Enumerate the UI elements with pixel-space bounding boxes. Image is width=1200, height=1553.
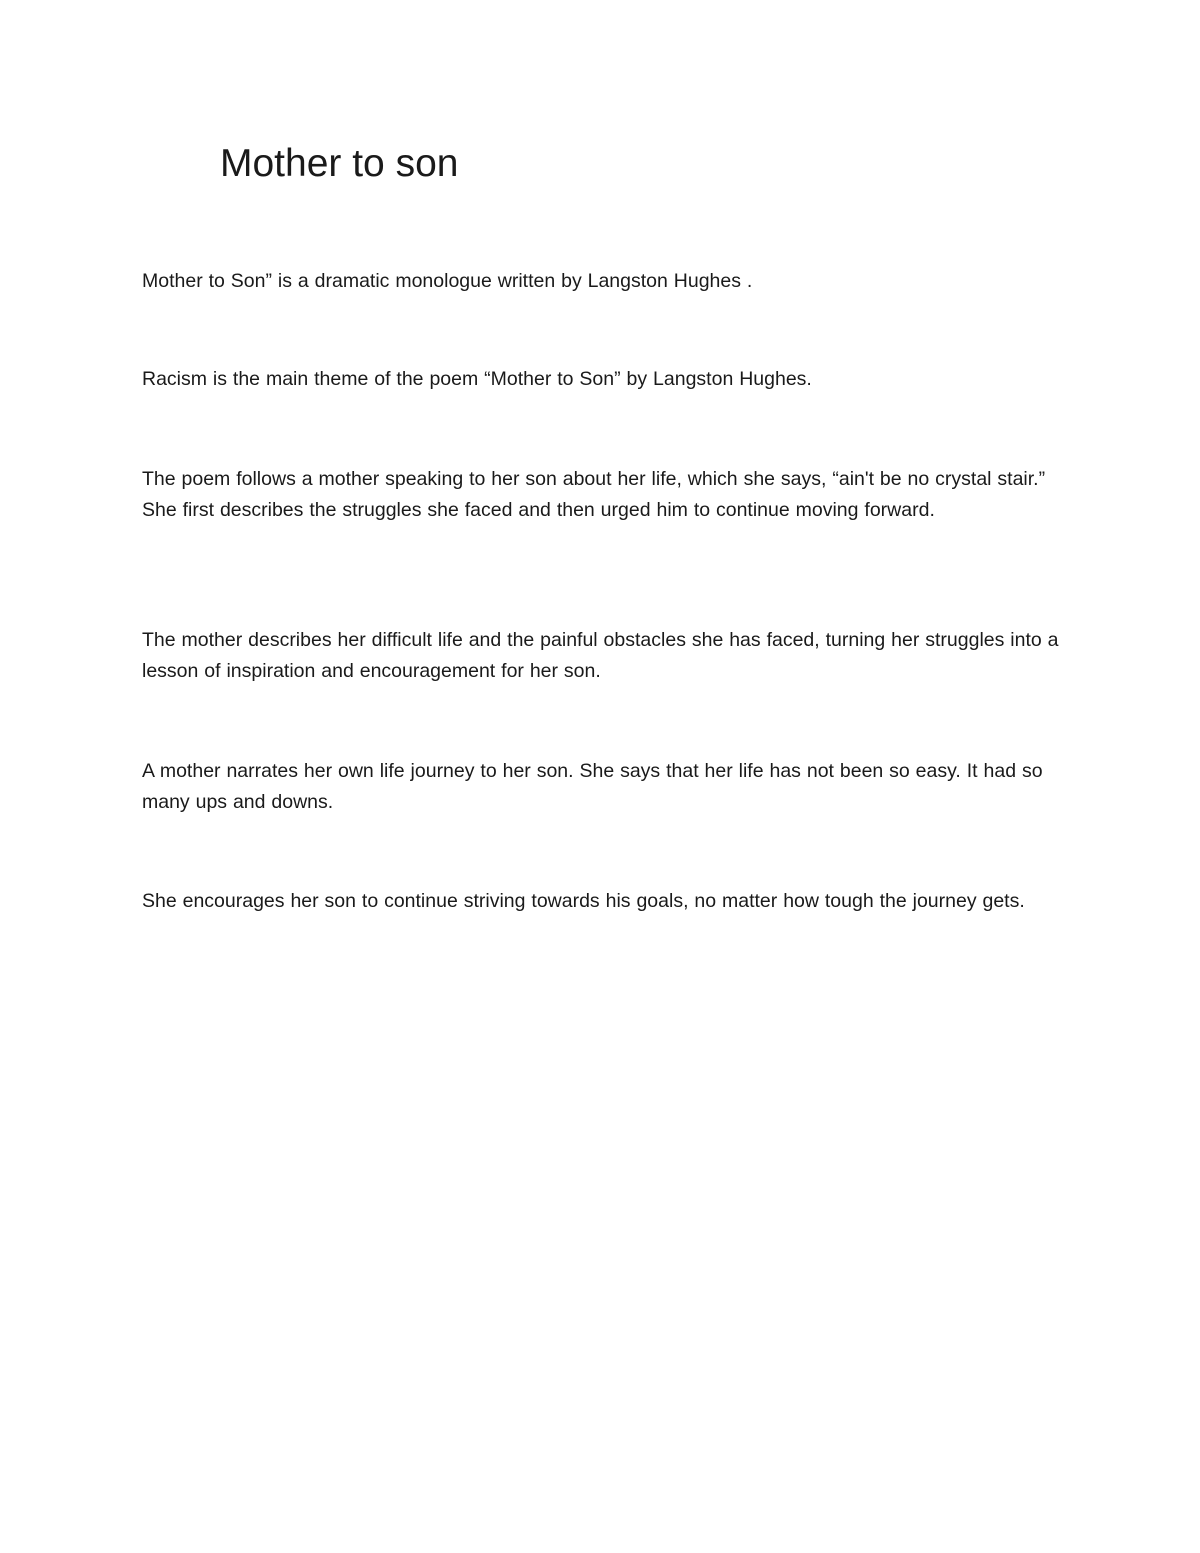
paragraph-encouragement: She encourages her son to continue striving towards his goals, no matter how tough the journey gets. bbox=[142, 890, 1025, 912]
paragraph-intro: Mother to Son” is a dramatic monologue written by Langston Hughes . bbox=[142, 270, 753, 292]
paragraph-theme: Racism is the main theme of the poem “Mother to Son” by Langston Hughes. bbox=[142, 368, 812, 390]
document-title: Mother to son bbox=[220, 142, 459, 185]
paragraph-summary: The poem follows a mother speaking to her son about her life, which she says, “ain't be no crystal stair.” She first describes the struggles she faced and then urged him to continue moving forward. bbox=[142, 468, 1046, 521]
paragraph-journey: A mother narrates her own life journey to her son. She says that her life has not been so easy. It had so many ups and downs. bbox=[142, 760, 1043, 813]
paragraph-struggles: The mother describes her difficult life and the painful obstacles she has faced, turning her struggles into a lesson of inspiration and encouragement for her son. bbox=[142, 629, 1059, 682]
